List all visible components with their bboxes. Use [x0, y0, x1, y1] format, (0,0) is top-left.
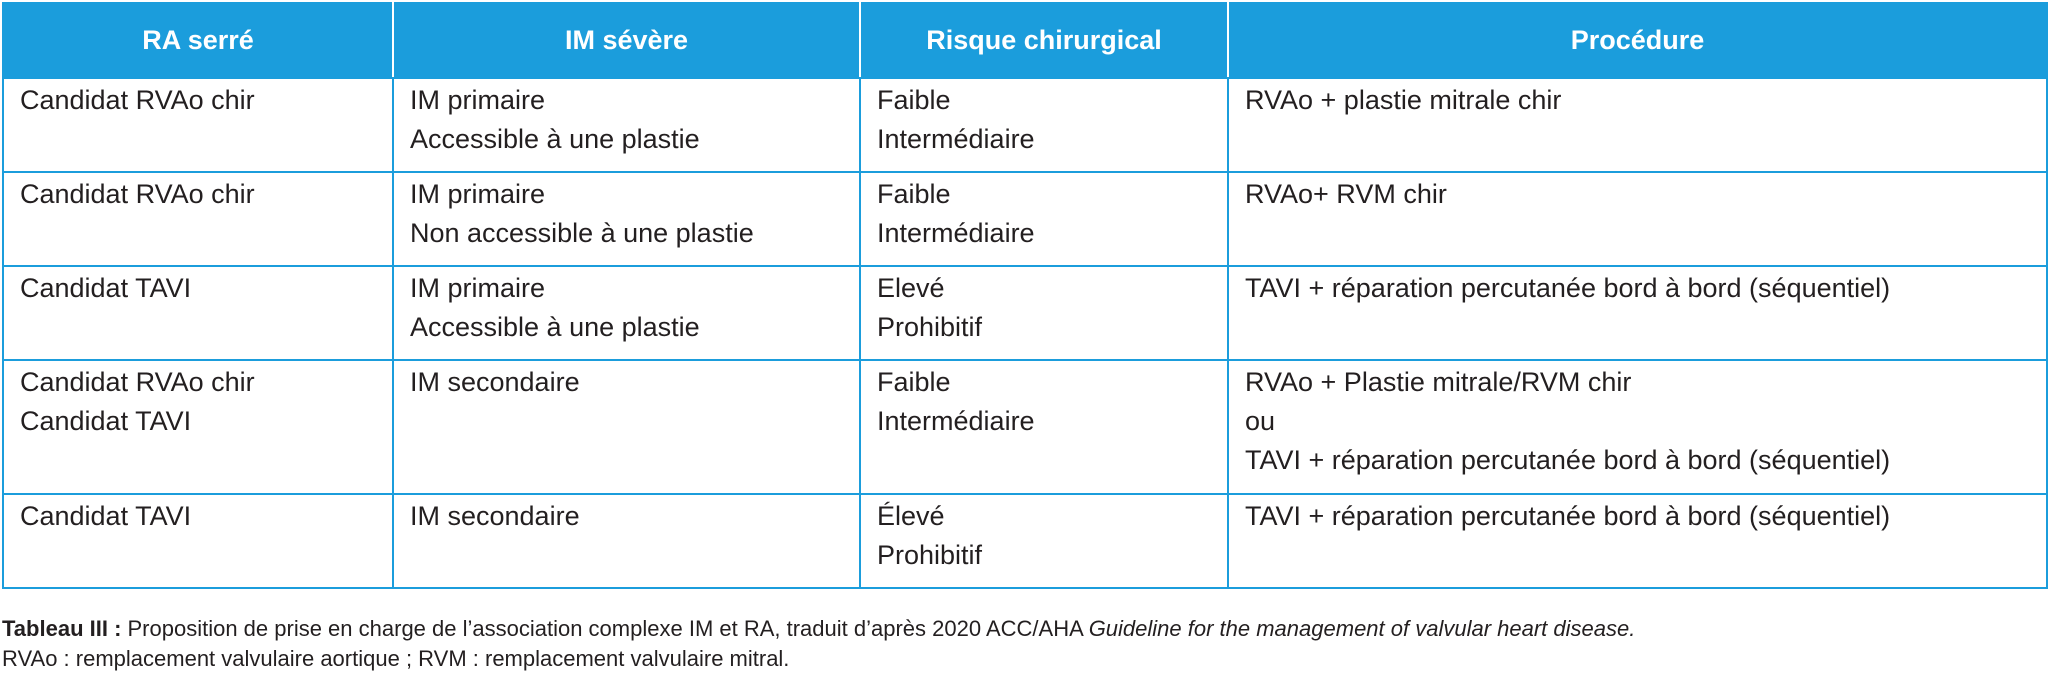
caption-label: Tableau III :: [2, 616, 122, 641]
cell-ra: [3, 78, 393, 172]
cell-risk: [860, 78, 1228, 172]
cell-ra: [3, 266, 393, 360]
table-row: [3, 360, 2047, 494]
table-row: [3, 78, 2047, 172]
cell-text: Candidat TAVI: [20, 273, 192, 303]
cell-procedure: [1228, 78, 2047, 172]
cell-text: Faible: [877, 367, 951, 397]
cell-text: Accessible à une plastie: [410, 124, 700, 154]
cell-procedure: [1228, 266, 2047, 360]
caption-text: Proposition de prise en charge de l’association complexe IM et RA, traduit d’après 2020 ACC/AHA: [121, 616, 1089, 641]
cell-risk: [860, 494, 1228, 588]
management-table: [2, 2, 2048, 589]
table-row: [3, 266, 2047, 360]
cell-text: Élevé: [877, 501, 945, 531]
cell-im: [393, 494, 860, 588]
cell-text: TAVI + réparation percutanée bord à bord (séquentiel): [1245, 445, 1891, 475]
cell-text: Candidat RVAo chir: [20, 367, 255, 397]
table-row: [3, 172, 2047, 266]
cell-text: Elevé: [877, 273, 945, 303]
header-procedure: Procédure: [1228, 3, 2047, 78]
cell-ra: [3, 360, 393, 494]
cell-text: Faible: [877, 179, 951, 209]
cell-im: [393, 172, 860, 266]
cell-risk: [860, 172, 1228, 266]
header-risque-chirurgical: Risque chirurgical: [860, 3, 1228, 78]
cell-text: Intermédiaire: [877, 218, 1035, 248]
cell-text: Accessible à une plastie: [410, 312, 700, 342]
cell-text: IM primaire: [410, 85, 546, 115]
caption-italic-title: Guideline for the management of valvular heart disease.: [1088, 616, 1636, 641]
cell-text: IM primaire: [410, 273, 546, 303]
cell-text: Intermédiaire: [877, 124, 1035, 154]
cell-ra: [3, 172, 393, 266]
cell-text: Non accessible à une plastie: [410, 218, 754, 248]
table-row: [3, 494, 2047, 588]
header-im-severe: IM sévère: [393, 3, 860, 78]
cell-text: IM primaire: [410, 179, 546, 209]
table-caption: [2, 614, 2046, 674]
cell-procedure: [1228, 494, 2047, 588]
cell-im: [393, 360, 860, 494]
cell-text: TAVI + réparation percutanée bord à bord (séquentiel): [1245, 501, 1891, 531]
caption-line-2: RVAo : remplacement valvulaire aortique ; RVM : remplacement valvulaire mitral.: [2, 646, 790, 671]
cell-text: Prohibitif: [877, 312, 983, 342]
cell-im: [393, 78, 860, 172]
cell-procedure: [1228, 172, 2047, 266]
cell-text: Candidat TAVI: [20, 406, 192, 436]
cell-risk: [860, 266, 1228, 360]
cell-text: RVAo + plastie mitrale chir: [1245, 85, 1562, 115]
caption-line-1: [2, 614, 2046, 644]
cell-text: TAVI + réparation percutanée bord à bord (séquentiel): [1245, 273, 1891, 303]
cell-text: IM secondaire: [410, 501, 580, 531]
cell-text: ou: [1245, 406, 1276, 436]
cell-procedure: [1228, 360, 2047, 494]
header-ra-serre: RA serré: [3, 3, 393, 78]
cell-text: Prohibitif: [877, 540, 983, 570]
cell-im: [393, 266, 860, 360]
cell-text: RVAo+ RVM chir: [1245, 179, 1447, 209]
cell-ra: [3, 494, 393, 588]
cell-text: IM secondaire: [410, 367, 580, 397]
cell-text: Candidat TAVI: [20, 501, 192, 531]
cell-text: Intermédiaire: [877, 406, 1035, 436]
table-header-row: [3, 3, 2047, 78]
cell-text: Candidat RVAo chir: [20, 179, 255, 209]
cell-text: RVAo + Plastie mitrale/RVM chir: [1245, 367, 1632, 397]
cell-text: Candidat RVAo chir: [20, 85, 255, 115]
cell-risk: [860, 360, 1228, 494]
cell-text: Faible: [877, 85, 951, 115]
